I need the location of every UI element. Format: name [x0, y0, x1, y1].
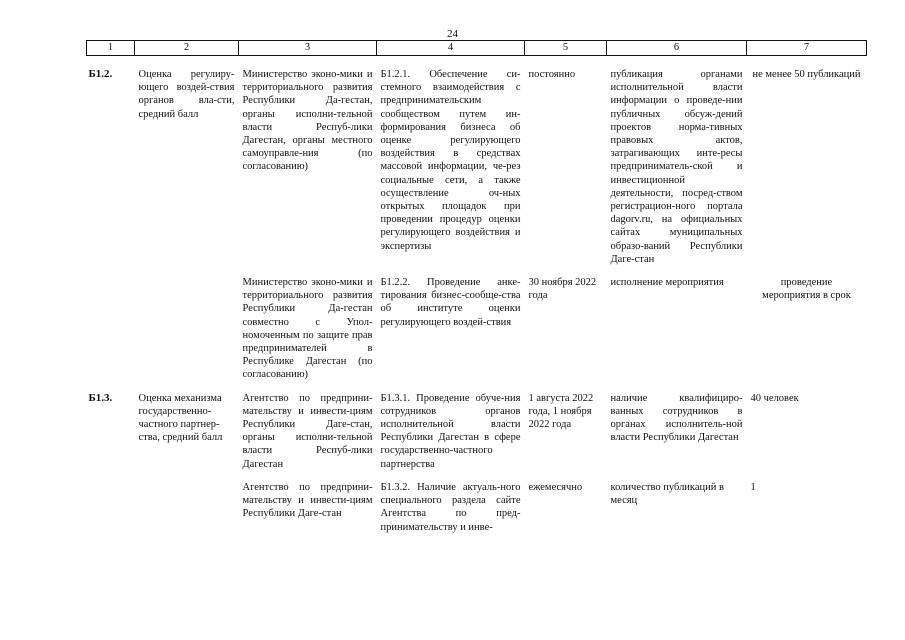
- column-number: 3: [239, 41, 377, 56]
- measures-table: [86, 40, 867, 534]
- indicator-cell: Оценка регулиру-ющего воздей-ствия органов вла-сти, средний балл: [138, 69, 235, 120]
- result-cell: наличие квалифициро-ванных сотрудников в органах исполнитель-ной власти Республики Дагестан: [610, 392, 743, 444]
- column-number: 5: [525, 41, 607, 56]
- column-number: 7: [747, 41, 867, 56]
- measure-cell: Б1.2.2. Проведение анке-тирования бизнес-сообще-ства об институте оценки регулирующего воздей-ствия: [380, 277, 521, 328]
- page-number: 24: [447, 28, 458, 40]
- column-number: 2: [135, 41, 239, 56]
- row-code: Б1.2.: [88, 68, 113, 80]
- executor-cell: Министерство эконо-мики и территориального развития Республики Да-гестан совместно с Упол-номоченным по защите прав предпринимателей в Республике Дагестан (по согласованию): [242, 277, 373, 381]
- value-cell: проведение мероприятия в срок: [762, 277, 851, 302]
- column-number: 6: [607, 41, 747, 56]
- measure-cell: Б1.3.1. Проведение обуче-ния сотрудников органов исполнительной власти Республики Дагестан в сфере государственно-частного партнерства: [380, 392, 521, 470]
- executor-cell: Министерство эконо-мики и территориального развития Республики Да-гестан, органы исполни-тельной власти Респуб-лики Дагестан, органы местного самоуправле-ния (по согласованию): [242, 69, 373, 173]
- table-row: [87, 266, 867, 382]
- result-cell: количество публикаций в месяц: [610, 481, 724, 507]
- result-cell: публикация органами исполнительной власти информации о проведе-нии публичных обсуж-дений проектов норма-тивных правовых актов, затрагивающих инте-ресы предприниматель-ской и инвестиционной деятельности, посред-ством регистрацион-ного портала dagorv.ru, на официальных сайтах муниципальных образо-ваний Республики Даге-стан: [610, 69, 743, 265]
- row-code: [87, 266, 135, 382]
- measure-cell: Б1.3.2. Наличие актуаль-ного специального раздела сайте Агентства по пред-принимательству и инве-: [380, 481, 521, 533]
- value-cell: не менее 50 публикаций: [752, 69, 861, 80]
- deadline-cell: постоянно: [528, 69, 576, 80]
- deadline-cell: ежемесячно: [528, 481, 583, 493]
- table-row: [87, 471, 867, 534]
- indicator-cell: [135, 471, 239, 534]
- executor-cell: Агентство по предприни-мательству и инвести-циям Республики Даге-стан, органы исполни-тельной власти Респуб-лики Дагестан: [242, 392, 373, 470]
- value-cell: 40 человек: [750, 392, 799, 404]
- row-code: Б1.3.: [88, 391, 113, 404]
- indicator-cell: [135, 266, 239, 382]
- column-number: 4: [377, 41, 525, 56]
- measure-cell: Б1.2.1. Обеспечение си-стемного взаимодействия с предпринимательским сообществом путем ин-формирования бизнеса об оценке регулирующего воздействия в средствах массовой информации, че-рез социальные сети, а также осуществление оч-ных открытых площадок при проведении процедур оценки регулирующего воздействия и экспертизы: [380, 69, 521, 252]
- executor-cell: Агентство по предприни-мательству и инвести-циям Республики Даге-стан: [242, 481, 373, 520]
- deadline-cell: 30 ноября 2022 года: [528, 277, 597, 302]
- indicator-cell: Оценка механизма государственно-частного партнер-ства, средний балл: [138, 392, 223, 444]
- deadline-cell: 1 августа 2022 года, 1 ноября 2022 года: [528, 392, 594, 431]
- row-code: [87, 471, 135, 534]
- value-cell: 1: [750, 481, 756, 493]
- column-number: 1: [87, 41, 135, 56]
- table-row: [87, 382, 867, 471]
- table-row: [87, 56, 867, 267]
- result-cell: исполнение мероприятия: [610, 277, 724, 289]
- column-number-row: [87, 41, 867, 56]
